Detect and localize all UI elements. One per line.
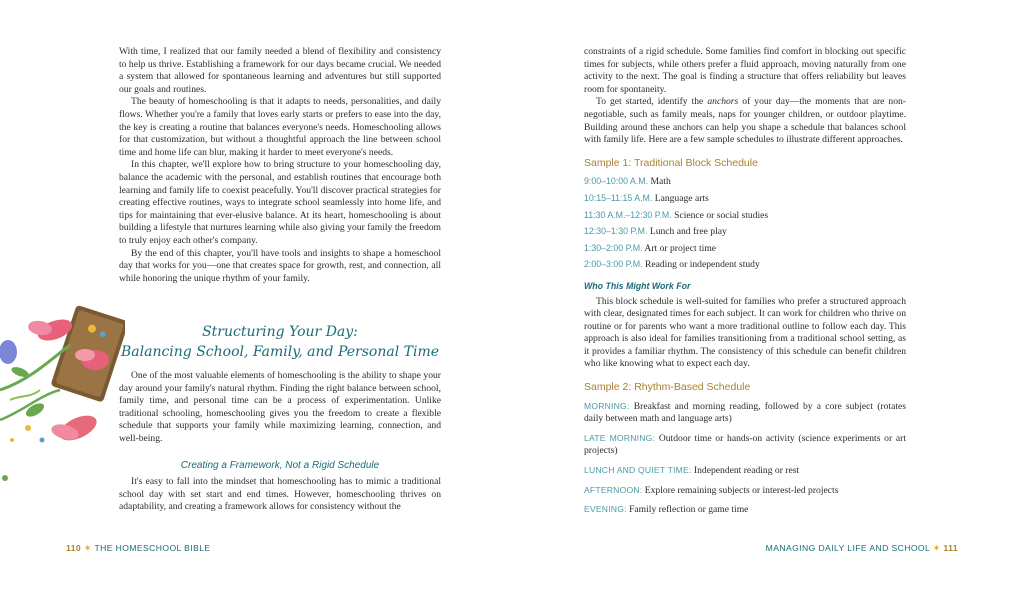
sample-2-title: Sample 2: Rhythm-Based Schedule bbox=[584, 381, 751, 394]
rhythm-label: EVENING: bbox=[584, 504, 627, 515]
rhythm-text: Family reflection or game time bbox=[629, 504, 749, 516]
subsection-paragraph: It's easy to fall into the mindset that homeschooling has to mimic a traditional school day with set start and end times. However, homeschooling thrives on adaptability, and creating a framework allows for consistency without the bbox=[119, 476, 441, 513]
schedule-row bbox=[584, 209, 906, 223]
schedule-row bbox=[584, 175, 906, 189]
rhythm-label: LATE MORNING: bbox=[584, 432, 656, 443]
schedule-time: 9:00–10:00 A.M. bbox=[584, 176, 649, 187]
schedule-activity: Math bbox=[650, 176, 671, 188]
page-number-right: 111 bbox=[943, 543, 958, 553]
schedule-row bbox=[584, 192, 906, 206]
page-number-left: 110 bbox=[66, 543, 82, 553]
intro-column bbox=[119, 46, 441, 285]
continued-paragraph: constraints of a rigid schedule. Some families find comfort in blocking out specific times for subjects, while others prefer a fluid approach, moving naturally from one activity to the next. The goal is finding a structure that offers reliability but leaves room for spontaneity. bbox=[584, 46, 906, 95]
right-footer bbox=[766, 543, 958, 554]
right-page bbox=[512, 0, 1024, 589]
anchors-text-2: of your day—the moments that are non-negotiable, such as family meals, naps for younger children, or outdoor playtime. Building around these anchors can help you shape a schedule that balances school with family life. Here are a few sample schedules to illustrate different approaches. bbox=[584, 96, 907, 146]
rhythm-text: Independent reading or rest bbox=[693, 465, 800, 477]
rhythm-row bbox=[584, 484, 906, 498]
schedule-time: 12:30–1:30 P.M. bbox=[584, 226, 648, 237]
schedule-activity: Language arts bbox=[654, 192, 709, 204]
schedule-activity: Science or social studies bbox=[674, 209, 769, 221]
section-title-line-1: Structuring Your Day: bbox=[202, 324, 358, 340]
intro-paragraph-4: By the end of this chapter, you'll have tools and insights to shape a homeschool day that works for you—one that creates space for growth, rest, and connection, all while honoring the unique rhythm of your family. bbox=[119, 247, 441, 284]
subsection-title: Creating a Framework, Not a Rigid Schedule bbox=[180, 459, 380, 471]
schedule-time: 2:00–3:00 P.M. bbox=[584, 259, 643, 270]
rhythm-row bbox=[584, 503, 906, 517]
rhythm-label: MORNING: bbox=[584, 400, 630, 411]
rhythm-text: Breakfast and morning reading, followed by a core subject (rotates daily between math and language arts) bbox=[584, 400, 906, 425]
schedule-row bbox=[584, 258, 906, 272]
schedule-activity: Reading or independent study bbox=[644, 259, 760, 271]
anchors-text-1: To get started, identify the bbox=[596, 96, 708, 108]
anchors-emphasis: anchors bbox=[707, 96, 739, 108]
rhythm-row bbox=[584, 400, 906, 426]
flower-book-illustration bbox=[0, 300, 125, 500]
left-footer bbox=[66, 543, 211, 554]
rhythm-row bbox=[584, 432, 906, 458]
intro-paragraph-1: With time, I realized that our family needed a blend of flexibility and consistency to help us thrive. Establishing a framework for our days became crucial. We needed a system that allowed for spontaneous learning and adventures but still supported our goals and routines. bbox=[119, 46, 441, 95]
rhythm-label: LUNCH AND QUIET TIME: bbox=[584, 465, 692, 476]
star-icon: ✶ bbox=[83, 543, 92, 553]
schedule-time: 10:15–11:15 A.M. bbox=[584, 192, 653, 203]
star-icon: ✶ bbox=[932, 543, 941, 553]
schedule-row bbox=[584, 225, 906, 239]
who-paragraph: This block schedule is well-suited for families who prefer a structured approach with clear, designated times for each subject. It can work for children who thrive on routine or for parents who want a more traditional outline to follow each day. This approach is also ideal for families transitioning from a traditional school setting, as it provides a familiar rhythm. The consistency of this schedule can benefit children who like knowing what to expect each day. bbox=[584, 295, 906, 370]
schedule-time: 11:30 A.M.–12:30 P.M. bbox=[584, 209, 672, 220]
schedule-time: 1:30–2:00 P.M. bbox=[584, 242, 643, 253]
right-column bbox=[584, 46, 906, 523]
sample-1-title: Sample 1: Traditional Block Schedule bbox=[584, 156, 758, 169]
book-title-footer: THE HOMESCHOOL BIBLE bbox=[94, 543, 211, 553]
intro-paragraph-3: In this chapter, we'll explore how to bring structure to your homeschooling day, balance the academic with the personal, and establish routines that encourage both learning and family life to coexist peacefully. You'll discover practical strategies for creating effective routines, ways to integrate school seamlessly into home life, and tips for maintaining that ever-elusive balance. At its heart, homeschooling is about building a lifestyle that nurtures learning while also giving your family the freedom to truly enjoy each other's company. bbox=[119, 159, 441, 246]
schedule-activity: Lunch and free play bbox=[649, 226, 727, 238]
schedule-activity: Art or project time bbox=[644, 242, 717, 254]
section-title-line-2: Balancing School, Family, and Personal Time bbox=[120, 344, 440, 360]
rhythm-label: AFTERNOON: bbox=[584, 484, 643, 495]
rhythm-row bbox=[584, 464, 906, 478]
rhythm-text: Explore remaining subjects or interest-led projects bbox=[644, 484, 839, 496]
section-title bbox=[119, 322, 441, 362]
schedule-row bbox=[584, 242, 906, 256]
section-body bbox=[119, 370, 441, 514]
who-title: Who This Might Work For bbox=[584, 280, 691, 291]
section-paragraph: One of the most valuable elements of homeschooling is the ability to shape your day around your family's natural rhythm. Finding the right balance between school, family time, and personal time can be a process of experimentation. Unlike traditional schooling, homeschooling gives you the freedom to create a flexible schedule that supports your family while maximizing learning, connection, and well-being. bbox=[119, 370, 441, 444]
chapter-title-footer: MANAGING DAILY LIFE AND SCHOOL bbox=[765, 543, 930, 553]
intro-paragraph-2: The beauty of homeschooling is that it adapts to needs, personalities, and daily flows. Whether you're a family that loves early starts or prefers to ease into the day, the key is creating a routine that balances everyone's needs. Homeschooling allows for that customization, but without a thoughtful approach the line between school time and home life can blur, making it harder to meet everyone's needs. bbox=[119, 96, 441, 158]
rhythm-text: Outdoor time or hands-on activity (science experiments or art projects) bbox=[584, 432, 906, 457]
anchors-paragraph bbox=[584, 96, 906, 146]
